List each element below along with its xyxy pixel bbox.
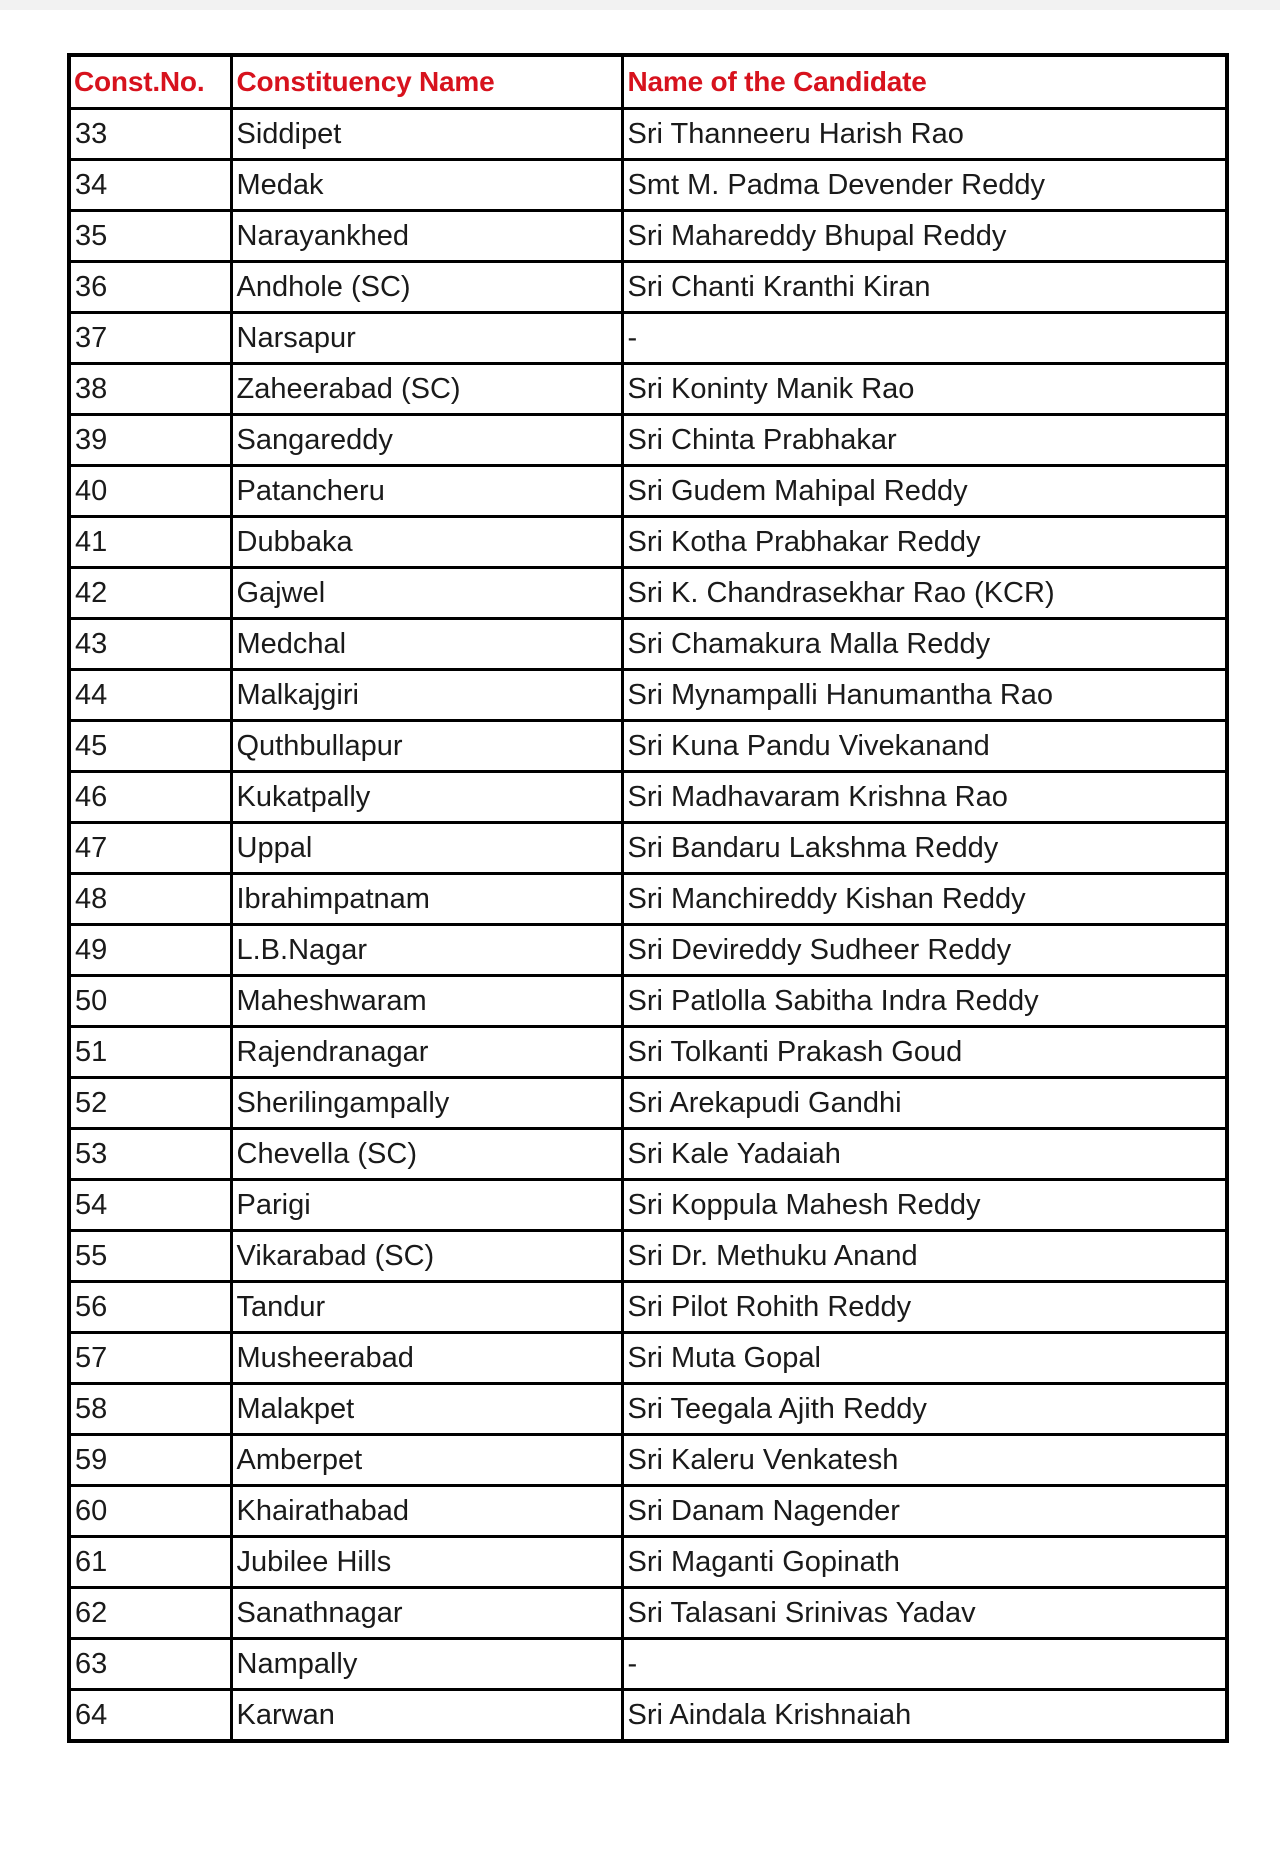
constituency-name-cell: Rajendranagar xyxy=(231,1027,622,1078)
candidate-name-cell: Sri Tolkanti Prakash Goud xyxy=(622,1027,1227,1078)
table-row xyxy=(69,517,1227,568)
table-row xyxy=(69,1333,1227,1384)
const-no-cell: 58 xyxy=(69,1384,231,1435)
constituency-name-cell: Khairathabad xyxy=(231,1486,622,1537)
candidate-name-cell: Sri Manchireddy Kishan Reddy xyxy=(622,874,1227,925)
constituency-name-cell: Sherilingampally xyxy=(231,1078,622,1129)
table-row xyxy=(69,1588,1227,1639)
const-no-cell: 38 xyxy=(69,364,231,415)
constituency-name-cell: Zaheerabad (SC) xyxy=(231,364,622,415)
table-row xyxy=(69,1435,1227,1486)
table-row xyxy=(69,976,1227,1027)
const-no-cell: 51 xyxy=(69,1027,231,1078)
candidate-name-cell: Sri Mahareddy Bhupal Reddy xyxy=(622,211,1227,262)
table-header-row xyxy=(69,55,1227,109)
table-row xyxy=(69,1129,1227,1180)
const-no-cell: 53 xyxy=(69,1129,231,1180)
header-const-no: Const.No. xyxy=(69,55,231,109)
no-candidate-dash: - xyxy=(627,321,638,354)
table-row xyxy=(69,1639,1227,1690)
table-row xyxy=(69,1537,1227,1588)
const-no-cell: 63 xyxy=(69,1639,231,1690)
table-row xyxy=(69,160,1227,211)
table-row xyxy=(69,1231,1227,1282)
const-no-cell: 50 xyxy=(69,976,231,1027)
const-no-cell: 35 xyxy=(69,211,231,262)
const-no-cell: 40 xyxy=(69,466,231,517)
candidate-name-cell: Sri K. Chandrasekhar Rao (KCR) xyxy=(622,568,1227,619)
constituency-name-cell: Uppal xyxy=(231,823,622,874)
constituency-name-cell: Ibrahimpatnam xyxy=(231,874,622,925)
constituency-name-cell: Nampally xyxy=(231,1639,622,1690)
candidate-name-cell: Sri Dr. Methuku Anand xyxy=(622,1231,1227,1282)
candidate-name-cell: Sri Madhavaram Krishna Rao xyxy=(622,772,1227,823)
const-no-cell: 45 xyxy=(69,721,231,772)
candidate-name-cell: Sri Danam Nagender xyxy=(622,1486,1227,1537)
table-row xyxy=(69,721,1227,772)
const-no-cell: 41 xyxy=(69,517,231,568)
table-row xyxy=(69,1690,1227,1742)
constituency-name-cell: Gajwel xyxy=(231,568,622,619)
const-no-cell: 42 xyxy=(69,568,231,619)
table-row xyxy=(69,568,1227,619)
constituency-name-cell: Sangareddy xyxy=(231,415,622,466)
no-candidate-dash: - xyxy=(627,1647,638,1680)
constituency-name-cell: Malkajgiri xyxy=(231,670,622,721)
candidate-name-cell: Sri Kuna Pandu Vivekanand xyxy=(622,721,1227,772)
candidate-name-cell: Sri Patlolla Sabitha Indra Reddy xyxy=(622,976,1227,1027)
candidate-name-cell: Sri Muta Gopal xyxy=(622,1333,1227,1384)
candidate-name-cell: Sri Devireddy Sudheer Reddy xyxy=(622,925,1227,976)
table-row xyxy=(69,925,1227,976)
const-no-cell: 57 xyxy=(69,1333,231,1384)
candidate-name-cell: Sri Chamakura Malla Reddy xyxy=(622,619,1227,670)
constituency-name-cell: Narsapur xyxy=(231,313,622,364)
header-candidate-name: Name of the Candidate xyxy=(622,55,1227,109)
const-no-cell: 34 xyxy=(69,160,231,211)
candidate-name-cell: Sri Koninty Manik Rao xyxy=(622,364,1227,415)
constituency-name-cell: Maheshwaram xyxy=(231,976,622,1027)
table-row xyxy=(69,1027,1227,1078)
table-row xyxy=(69,1282,1227,1333)
const-no-cell: 48 xyxy=(69,874,231,925)
candidate-name-cell: Sri Kotha Prabhakar Reddy xyxy=(622,517,1227,568)
const-no-cell: 56 xyxy=(69,1282,231,1333)
table-row xyxy=(69,619,1227,670)
candidate-name-cell: Smt M. Padma Devender Reddy xyxy=(622,160,1227,211)
constituency-name-cell: Karwan xyxy=(231,1690,622,1742)
const-no-cell: 36 xyxy=(69,262,231,313)
const-no-cell: 54 xyxy=(69,1180,231,1231)
table-row xyxy=(69,313,1227,364)
candidate-name-cell: Sri Kale Yadaiah xyxy=(622,1129,1227,1180)
constituency-name-cell: Dubbaka xyxy=(231,517,622,568)
page-top-edge xyxy=(0,0,1280,10)
const-no-cell: 61 xyxy=(69,1537,231,1588)
const-no-cell: 60 xyxy=(69,1486,231,1537)
candidate-name-cell: Sri Kaleru Venkatesh xyxy=(622,1435,1227,1486)
candidate-name-cell: Sri Mynampalli Hanumantha Rao xyxy=(622,670,1227,721)
const-no-cell: 52 xyxy=(69,1078,231,1129)
table-row xyxy=(69,211,1227,262)
table-body xyxy=(69,109,1227,1742)
const-no-cell: 44 xyxy=(69,670,231,721)
candidate-name-cell: Sri Chinta Prabhakar xyxy=(622,415,1227,466)
table-row xyxy=(69,262,1227,313)
candidate-name-cell: Sri Maganti Gopinath xyxy=(622,1537,1227,1588)
constituency-name-cell: Kukatpally xyxy=(231,772,622,823)
candidate-name-cell: Sri Arekapudi Gandhi xyxy=(622,1078,1227,1129)
constituency-name-cell: Chevella (SC) xyxy=(231,1129,622,1180)
table-row xyxy=(69,772,1227,823)
const-no-cell: 47 xyxy=(69,823,231,874)
table-row xyxy=(69,415,1227,466)
constituency-name-cell: Medak xyxy=(231,160,622,211)
table-row xyxy=(69,364,1227,415)
const-no-cell: 33 xyxy=(69,109,231,160)
candidate-name-cell: Sri Aindala Krishnaiah xyxy=(622,1690,1227,1742)
constituency-name-cell: Jubilee Hills xyxy=(231,1537,622,1588)
constituency-name-cell: Narayankhed xyxy=(231,211,622,262)
constituency-name-cell: Malakpet xyxy=(231,1384,622,1435)
constituency-name-cell: Parigi xyxy=(231,1180,622,1231)
table-row xyxy=(69,1486,1227,1537)
candidate-name-cell: Sri Pilot Rohith Reddy xyxy=(622,1282,1227,1333)
candidate-name-cell xyxy=(622,1639,1227,1690)
table-row xyxy=(69,109,1227,160)
header-constituency-name: Constituency Name xyxy=(231,55,622,109)
constituency-name-cell: L.B.Nagar xyxy=(231,925,622,976)
candidate-name-cell: Sri Talasani Srinivas Yadav xyxy=(622,1588,1227,1639)
constituency-name-cell: Andhole (SC) xyxy=(231,262,622,313)
table-row xyxy=(69,874,1227,925)
constituency-name-cell: Vikarabad (SC) xyxy=(231,1231,622,1282)
candidate-name-cell: Sri Koppula Mahesh Reddy xyxy=(622,1180,1227,1231)
table-row xyxy=(69,1384,1227,1435)
const-no-cell: 46 xyxy=(69,772,231,823)
candidate-name-cell: Sri Bandaru Lakshma Reddy xyxy=(622,823,1227,874)
const-no-cell: 62 xyxy=(69,1588,231,1639)
constituency-name-cell: Sanathnagar xyxy=(231,1588,622,1639)
candidate-name-cell: Sri Chanti Kranthi Kiran xyxy=(622,262,1227,313)
const-no-cell: 59 xyxy=(69,1435,231,1486)
const-no-cell: 55 xyxy=(69,1231,231,1282)
constituency-name-cell: Tandur xyxy=(231,1282,622,1333)
table-row xyxy=(69,1078,1227,1129)
const-no-cell: 43 xyxy=(69,619,231,670)
table-row xyxy=(69,670,1227,721)
const-no-cell: 37 xyxy=(69,313,231,364)
table-row xyxy=(69,466,1227,517)
constituency-name-cell: Musheerabad xyxy=(231,1333,622,1384)
candidate-name-cell: Sri Teegala Ajith Reddy xyxy=(622,1384,1227,1435)
candidate-name-cell: Sri Thanneeru Harish Rao xyxy=(622,109,1227,160)
constituency-name-cell: Amberpet xyxy=(231,1435,622,1486)
constituency-name-cell: Siddipet xyxy=(231,109,622,160)
const-no-cell: 39 xyxy=(69,415,231,466)
candidate-name-cell: Sri Gudem Mahipal Reddy xyxy=(622,466,1227,517)
table-row xyxy=(69,823,1227,874)
table-row xyxy=(69,1180,1227,1231)
candidate-list-table xyxy=(67,53,1229,1743)
const-no-cell: 64 xyxy=(69,1690,231,1742)
constituency-name-cell: Medchal xyxy=(231,619,622,670)
candidate-name-cell xyxy=(622,313,1227,364)
const-no-cell: 49 xyxy=(69,925,231,976)
constituency-name-cell: Patancheru xyxy=(231,466,622,517)
constituency-name-cell: Quthbullapur xyxy=(231,721,622,772)
